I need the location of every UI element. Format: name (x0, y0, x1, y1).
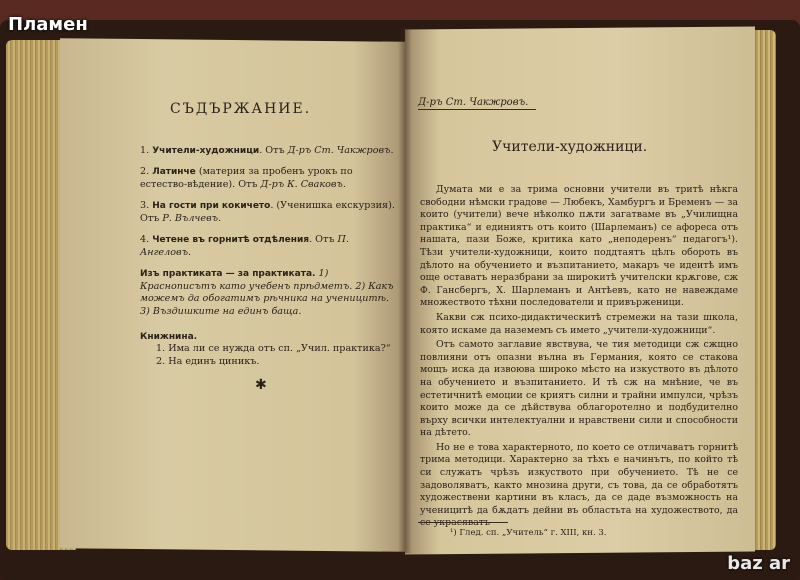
book-gutter (398, 28, 412, 553)
paragraph: Какви сж психо-дидактическитѣ стремежи на тази школа, която искаме да наземемъ съ името „учители-художници“. (420, 311, 738, 336)
toc-books: Книжнина. 1. Има ли се нужда отъ сп. „Учил. практика?“ 2. На единъ циникъ. (140, 332, 391, 368)
footnote: ¹) Глед. сп. „Учитель“ г. XIII, кн. 3. (450, 528, 607, 538)
author-header: Д-ръ Ст. Чакжровъ. (418, 96, 536, 110)
article-body (420, 184, 738, 532)
chapter-title: Учители-художници. (492, 139, 648, 155)
toc-item: 3. На гости при кокичето. (Ученишка екскурзия). Отъ Р. Вълчевъ. (140, 199, 395, 224)
toc-item: 2. Латинче (материя за пробенъ урокъ по естество-вѣдение). Отъ Д-ръ К. Сваковъ. (140, 165, 353, 190)
toc-title: СЪДЪРЖАНИЕ. (170, 101, 312, 117)
bazar-logo: baz ar (727, 553, 790, 574)
toc-practice: Изъ практиката — за практиката. 1) Краснописътъ като учебенъ прѣдметъ. 2) Какъ можемъ да обогатимъ рѣчника на ученицитѣ. 3) Въздишките на единъ баща. (140, 267, 394, 318)
paragraph: Но не е това характерното, по което се отличаватъ горнитѣ трима методици. Характерно за тѣхъ е начинътъ, по който тѣ си служатъ чрѣзъ изкуството при обучението. Тѣ не се задоволяватъ, както мнозина други, съ това, да се обработятъ художествени картини въ класъ, да се даде възможность на ученицитѣ да бѫдатъ дейни въ областьта на художеството, да (420, 441, 738, 516)
footnote-rule (418, 522, 508, 523)
watermark-text: Пламен (8, 14, 88, 35)
toc-list (140, 145, 395, 377)
paragraph: Отъ самото заглавие явствува, че тия методици сж сжщно повлияни отъ опазни вълна въ Германия, която се стакова мощъ иска да извоюва широко мѣсто на изкуството въ дѣлото на обучението и възпитанието. И тѣ сж на мнѣние, че въ естетичнитѣ емоции се криятъ силни и трайни импулси, чрѣзъ които може да се дѣйствува облагоротелно и подбудително върху всички интелектуални и нравствени сили и способности на дѣтето. (420, 339, 738, 439)
asterism-icon: ✱ (255, 377, 267, 393)
paragraph: Думата ми е за трима основни учители въ тритѣ нѣкга свободни нѣмски градове — Любекъ, Хамбургъ и Бременъ — за които (учители) вече нѣколко пѫти загатваме въ „Училищна практика“ и единиятъ отъ които (Шарлеманъ) се афореса отъ нашата, пази Боже, критика като „неподеренъ“ педагогъ¹). Тѣзи учители-художници, които поддтаятъ цѣлъ обороть въ дѣлото на обучението и възпитанието, макаръ че идеитѣ имъ още оставатъ неразбрани за широкитѣ учителски крѫгове, сж Ф. Гансбергъ, Х. Шарлеманъ и Антѣевъ, като не навеждаме множеството тѣхни последователи и привърженици. (420, 184, 738, 309)
toc-item: 1. Учители-художници. Отъ Д-ръ Ст. Чакжровъ. (140, 145, 394, 156)
toc-item: 4. Четене въ горнитѣ отдѣления. Отъ П. Ангеловъ. (140, 233, 349, 258)
